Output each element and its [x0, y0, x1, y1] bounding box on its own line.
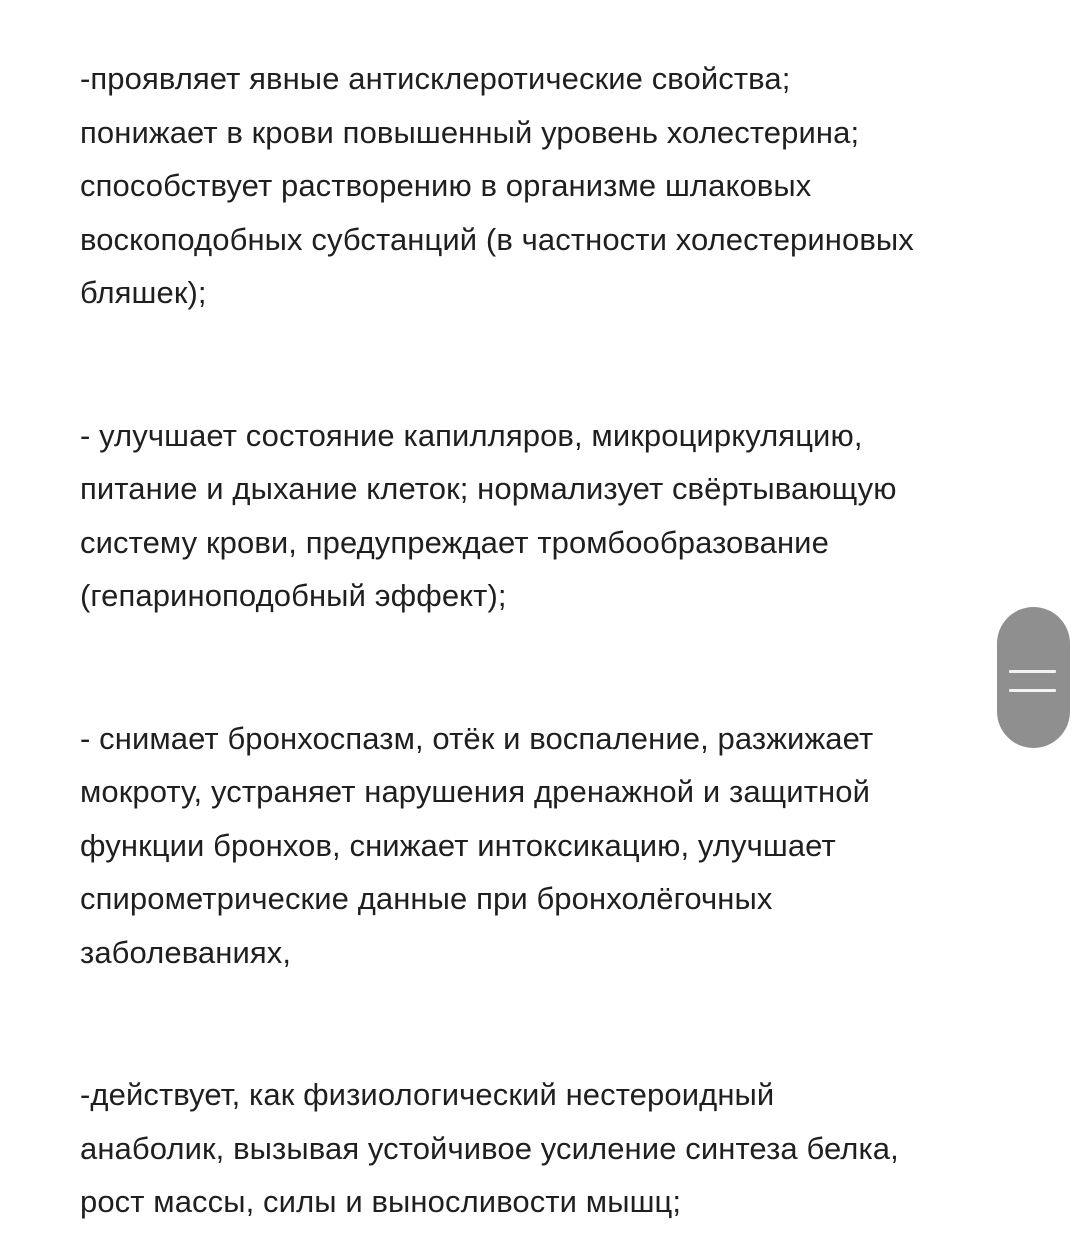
text-line: способствует растворению в организме шлаковых: [80, 168, 812, 203]
text-line: спирометрические данные при бронхолёгочных: [80, 881, 773, 916]
paragraph-spacer: [80, 623, 995, 712]
text-line: анаболик, вызывая устойчивое усиление синтеза белка,: [80, 1130, 899, 1166]
text-line: функции бронхов, снижает интоксикацию, улучшает: [80, 827, 836, 863]
drag-handle-bar: [1009, 689, 1056, 692]
drag-handle-bar: [1009, 670, 1056, 673]
text-line: систему крови, предупреждает тромбообразование: [80, 524, 829, 560]
paragraph-spacer: [80, 979, 995, 1068]
text-line: бляшек);: [80, 275, 207, 310]
paragraph-bronchi: [80, 712, 995, 980]
text-line: -проявляет явные антисклеротические свойства;: [80, 61, 791, 96]
text-line: питание и дыхание клеток; нормализует свёртывающую: [80, 471, 897, 506]
paragraph-capillaries: [80, 409, 995, 623]
text-line: -действует, как физиологический нестероидный: [80, 1077, 775, 1112]
fast-scroll-handle[interactable]: [997, 607, 1070, 748]
text-line: рост массы, силы и выносливости мышц;: [80, 1184, 682, 1219]
text-line: воскоподобных субстанций (в частности холестериновых: [80, 221, 914, 257]
article-body: [80, 52, 995, 1229]
text-line: - улучшает состояние капилляров, микроциркуляцию,: [80, 417, 863, 453]
text-line: заболеваниях,: [80, 934, 292, 970]
paragraph-antisclerotic: [80, 52, 995, 320]
text-line: мокроту, устраняет нарушения дренажной и защитной: [80, 774, 870, 809]
text-line: - снимает бронхоспазм, отёк и воспаление, разжижает: [80, 720, 874, 756]
text-line: понижает в крови повышенный уровень холестерина;: [80, 114, 860, 150]
paragraph-anabolic: [80, 1068, 995, 1229]
text-line: (гепариноподобный эффект);: [80, 578, 507, 613]
paragraph-spacer: [80, 320, 995, 409]
